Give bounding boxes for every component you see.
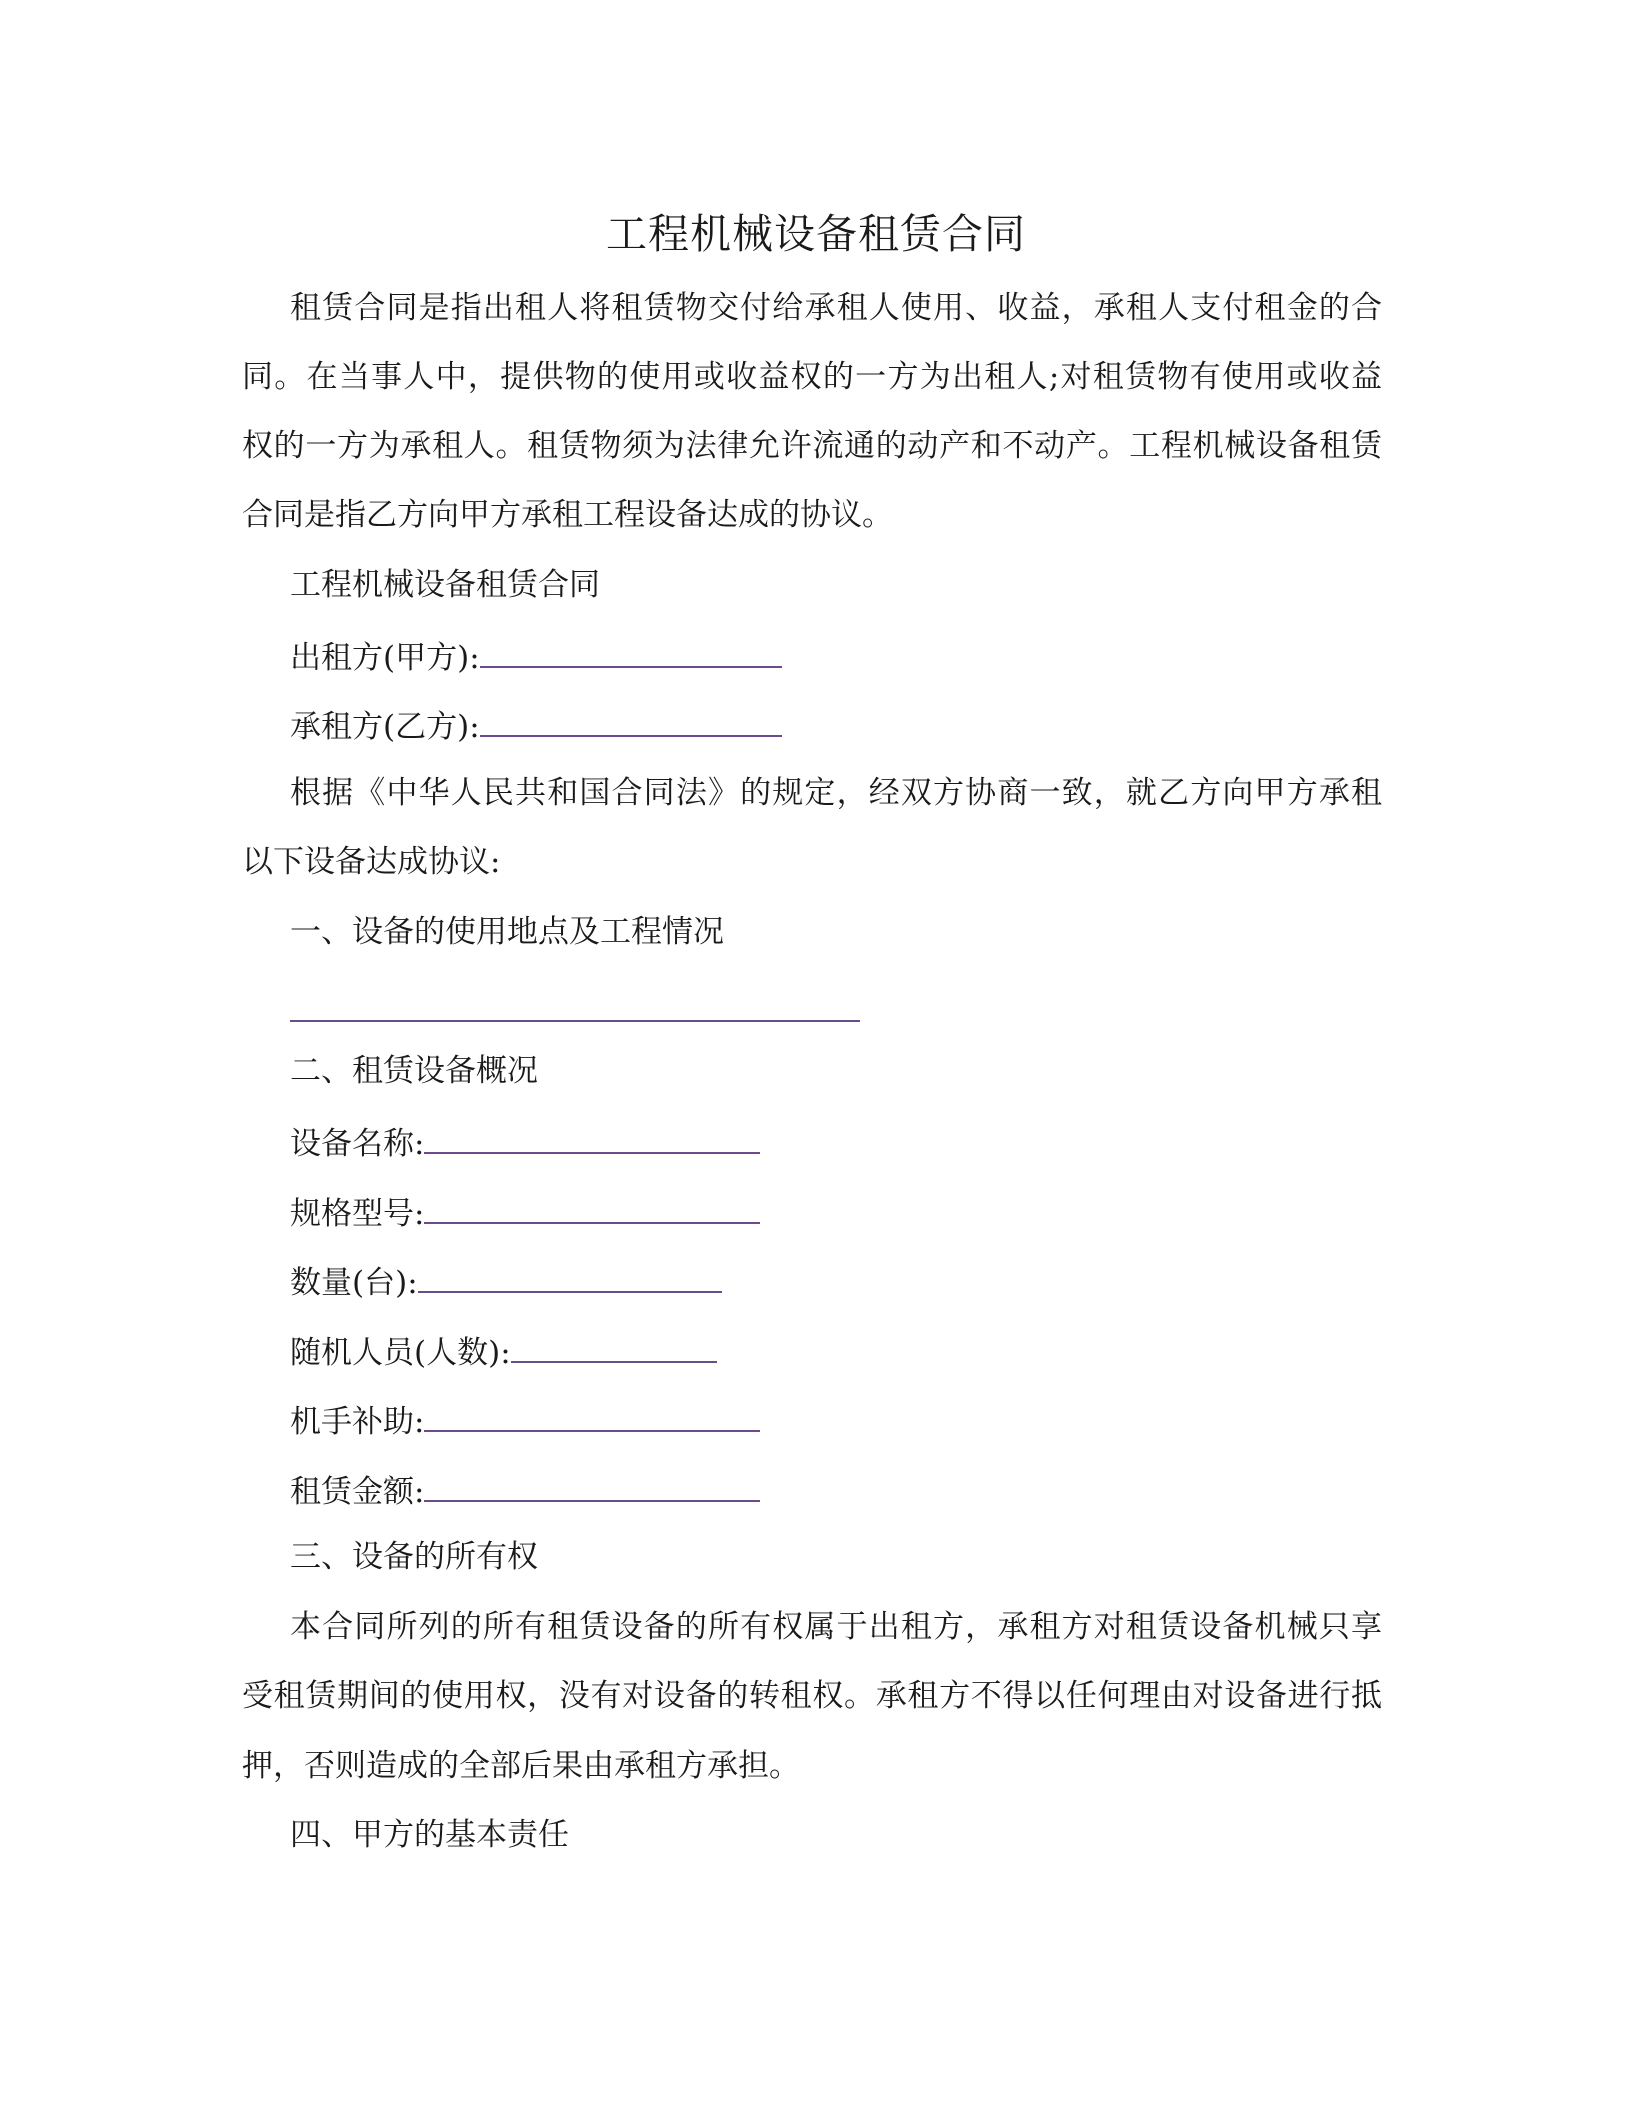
lessee-label: 承租方(乙方): — [290, 709, 480, 745]
equipment-name-label: 设备名称: — [290, 1126, 425, 1162]
rental-amount-label: 租赁金额: — [290, 1474, 425, 1510]
operator-allowance-field — [290, 1396, 760, 1444]
crew-blank[interactable] — [511, 1327, 717, 1363]
model-blank[interactable] — [424, 1188, 760, 1224]
lessee-field — [290, 701, 782, 749]
intro-line-2: 同。在当事人中，提供物的使用或收益权的一方为出租人;对租赁物有使用或收益 — [242, 359, 1382, 395]
lessor-label: 出租方(甲方): — [290, 640, 480, 676]
operator-allowance-label: 机手补助: — [290, 1404, 425, 1440]
section2-heading: 二、租赁设备概况 — [290, 1053, 538, 1089]
section1-blank[interactable] — [290, 1020, 860, 1022]
preamble-line-1: 根据《中华人民共和国合同法》的规定，经双方协商一致，就乙方向甲方承租 — [290, 775, 1382, 811]
section3-line-3: 押，否则造成的全部后果由承租方承担。 — [242, 1748, 800, 1784]
equipment-name-field — [290, 1118, 760, 1166]
quantity-label: 数量(台): — [290, 1265, 418, 1301]
section3-line-1: 本合同所列的所有租赁设备的所有权属于出租方，承租方对租赁设备机械只享 — [290, 1609, 1382, 1645]
section1-heading: 一、设备的使用地点及工程情况 — [290, 914, 724, 950]
preamble-line-2: 以下设备达成协议: — [242, 844, 501, 880]
document-title: 工程机械设备租赁合同 — [606, 210, 1026, 258]
quantity-field — [290, 1257, 722, 1305]
rental-amount-field — [290, 1466, 760, 1514]
section3-line-2: 受租赁期间的使用权，没有对设备的转租权。承租方不得以任何理由对设备进行抵 — [242, 1678, 1382, 1714]
operator-allowance-blank[interactable] — [424, 1396, 760, 1432]
equipment-name-blank[interactable] — [424, 1118, 760, 1154]
contract-subtitle: 工程机械设备租赁合同 — [290, 567, 600, 603]
rental-amount-blank[interactable] — [424, 1466, 760, 1502]
crew-label: 随机人员(人数): — [290, 1335, 511, 1371]
crew-field — [290, 1327, 717, 1375]
intro-line-4: 合同是指乙方向甲方承租工程设备达成的协议。 — [242, 497, 893, 533]
intro-line-3: 权的一方为承租人。租赁物须为法律允许流通的动产和不动产。工程机械设备租赁 — [242, 428, 1382, 464]
lessor-field — [290, 632, 782, 680]
section3-heading: 三、设备的所有权 — [290, 1539, 538, 1575]
lessor-blank[interactable] — [480, 632, 782, 668]
section4-heading: 四、甲方的基本责任 — [290, 1817, 569, 1853]
model-label: 规格型号: — [290, 1196, 425, 1232]
lessee-blank[interactable] — [480, 701, 782, 737]
model-field — [290, 1188, 760, 1236]
intro-line-1: 租赁合同是指出租人将租赁物交付给承租人使用、收益，承租人支付租金的合 — [290, 290, 1382, 326]
quantity-blank[interactable] — [418, 1257, 722, 1293]
